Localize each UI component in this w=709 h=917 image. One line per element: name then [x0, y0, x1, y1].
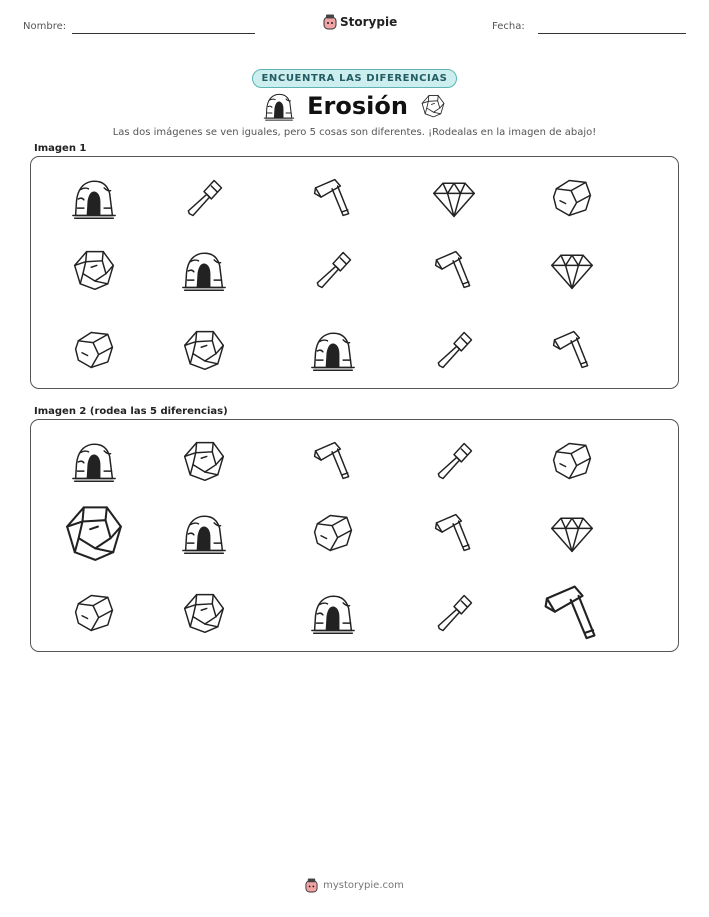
storypie-mascot-icon	[305, 878, 318, 893]
rock-icon[interactable]	[549, 175, 595, 221]
image1-panel[interactable]	[30, 156, 679, 389]
footer	[0, 878, 709, 893]
activity-badge: ENCUENTRA LAS DIFERENCIAS	[252, 69, 458, 88]
rock-icon[interactable]	[71, 590, 117, 636]
hammer-icon[interactable]	[431, 510, 477, 556]
footer-url: mystorypie.com	[323, 880, 404, 891]
brand-name: Storypie	[340, 15, 398, 29]
storypie-logo	[323, 14, 397, 30]
cave-icon[interactable]	[71, 175, 117, 221]
gem-icon[interactable]	[181, 438, 227, 484]
gem-icon	[420, 93, 446, 119]
storypie-mascot-icon	[323, 14, 337, 30]
date-label: Fecha:	[492, 21, 525, 32]
cave-icon[interactable]	[310, 590, 356, 636]
chisel-icon[interactable]	[431, 590, 477, 636]
rock-icon[interactable]	[310, 510, 356, 556]
hammer-icon[interactable]	[431, 247, 477, 293]
name-line[interactable]	[72, 33, 255, 34]
hammer-icon[interactable]	[549, 327, 595, 373]
name-label: Nombre:	[23, 21, 67, 32]
gem-icon[interactable]	[71, 247, 117, 293]
image2-label: Imagen 2 (rodea las 5 diferencias)	[34, 406, 228, 417]
hammer-icon[interactable]	[310, 175, 356, 221]
chisel-icon[interactable]	[431, 327, 477, 373]
diamond-icon[interactable]	[549, 510, 595, 556]
hammer-icon[interactable]	[310, 438, 356, 484]
gem-icon[interactable]	[181, 590, 227, 636]
cave-icon[interactable]	[181, 247, 227, 293]
chisel-icon[interactable]	[431, 438, 477, 484]
cave-icon[interactable]	[181, 510, 227, 556]
chisel-icon[interactable]	[181, 175, 227, 221]
chisel-icon[interactable]	[310, 247, 356, 293]
image1-label: Imagen 1	[34, 143, 87, 154]
diamond-icon[interactable]	[431, 175, 477, 221]
hammer-icon[interactable]	[539, 580, 605, 646]
instructions: Las dos imágenes se ven iguales, pero 5 cosas son diferentes. ¡Rodealas en la imagen de abajo!	[112, 127, 597, 138]
title-row	[0, 90, 709, 122]
cave-icon	[263, 90, 295, 122]
cave-icon[interactable]	[71, 438, 117, 484]
page-title: Erosión	[307, 92, 408, 120]
date-line[interactable]	[538, 33, 686, 34]
cave-icon[interactable]	[310, 327, 356, 373]
gem-icon[interactable]	[62, 501, 126, 565]
gem-icon[interactable]	[181, 327, 227, 373]
rock-icon[interactable]	[549, 438, 595, 484]
rock-icon[interactable]	[71, 327, 117, 373]
diamond-icon[interactable]	[549, 247, 595, 293]
image2-panel[interactable]	[30, 419, 679, 652]
